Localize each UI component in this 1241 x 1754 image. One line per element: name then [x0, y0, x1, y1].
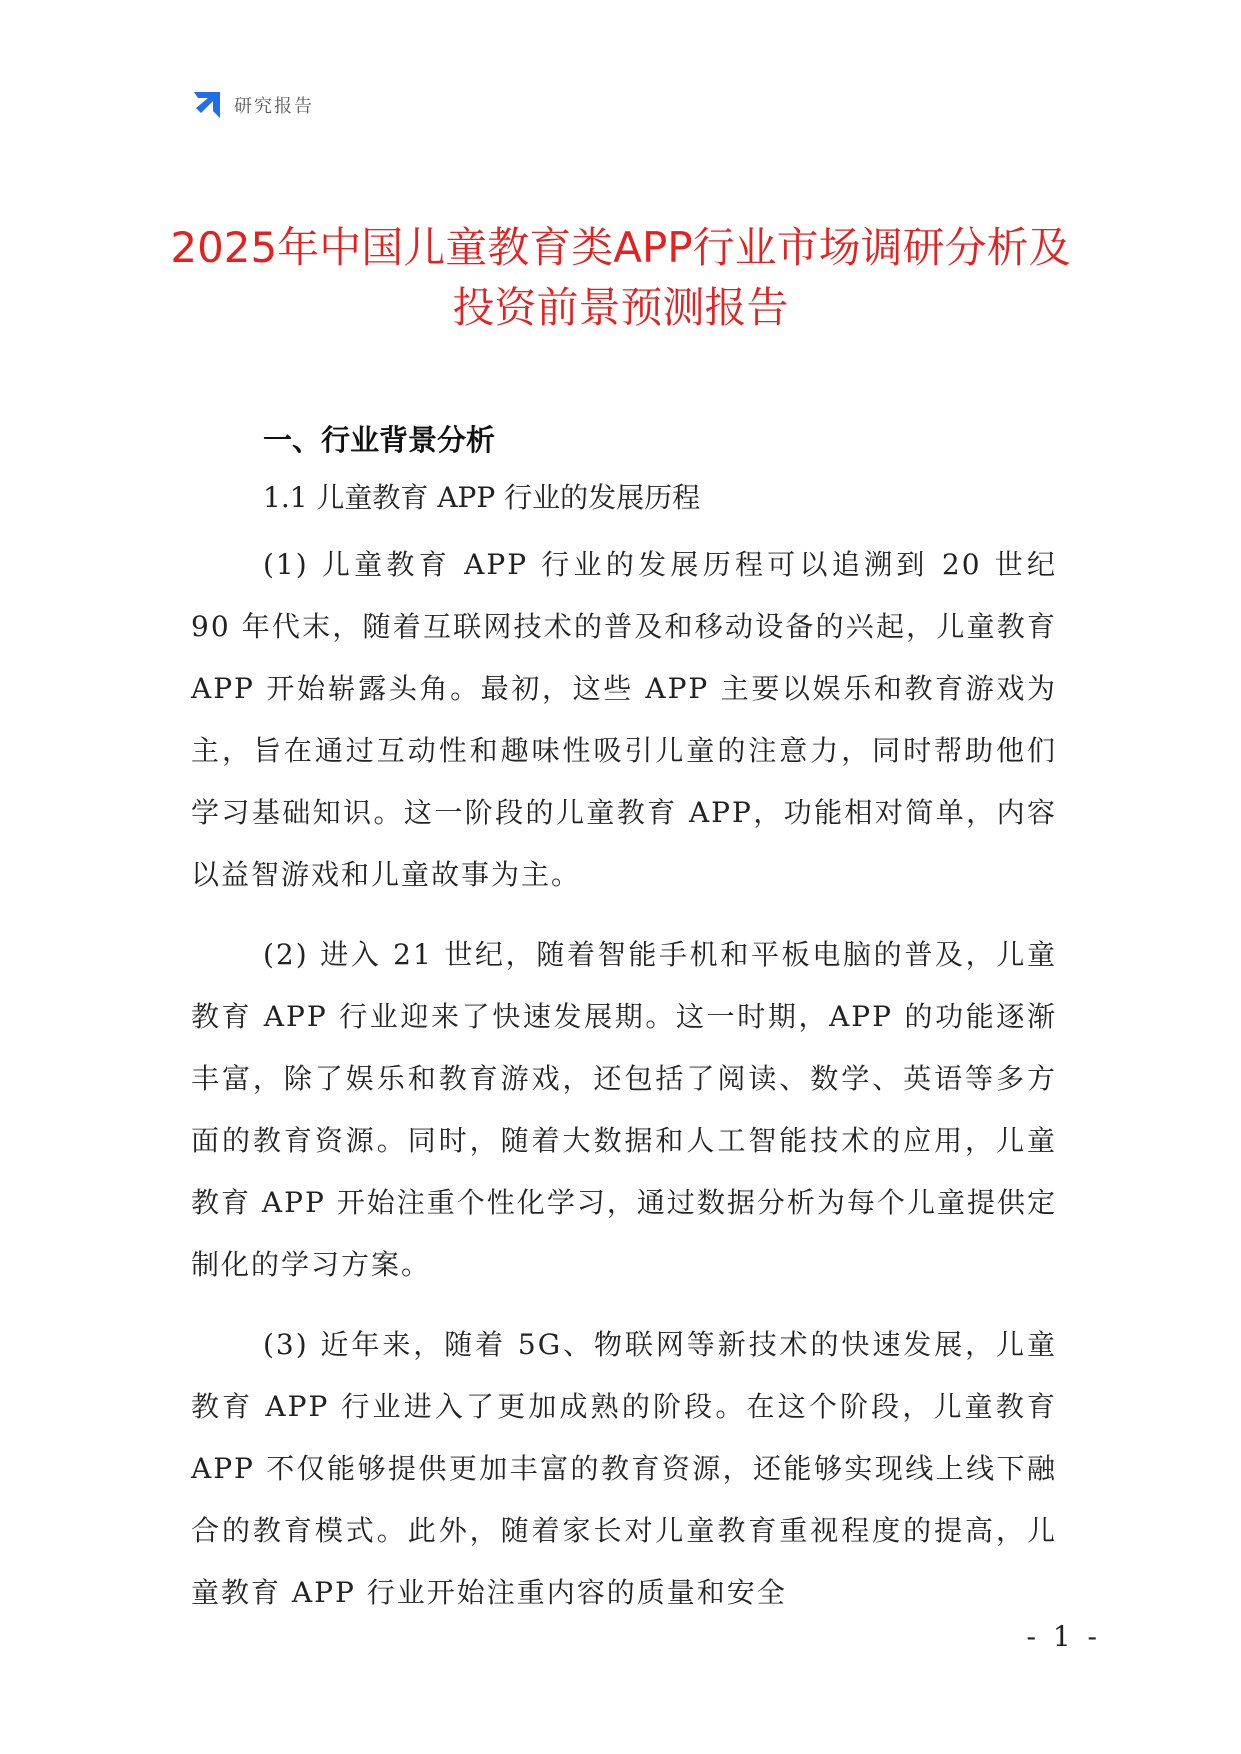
document-title: 2025年中国儿童教育类APP行业市场调研分析及投资前景预测报告: [170, 223, 1071, 332]
arrow-up-right-icon: [190, 88, 224, 122]
paragraph-3: (3) 近年来，随着 5G、物联网等新技术的快速发展，儿童教育 APP 行业进入了更加成熟的阶段。在这个阶段，儿童教育 APP 不仅能够提供更加丰富的教育资源，还能够实现线上线下融合的教育模式。此外，随着家长对儿童教育重视程度的提高，儿童教育 APP 行业开始注重内容的质量和安全: [191, 1328, 1057, 1609]
paragraph-2: (2) 进入 21 世纪，随着智能手机和平板电脑的普及，儿童教育 APP 行业迎来了快速发展期。这一时期，APP 的功能逐渐丰富，除了娱乐和教育游戏，还包括了阅读、数学、英语等多方面的教育资源。同时，随着大数据和人工智能技术的应用，儿童教育 APP 开始注重个性化学习，通过数据分析为每个儿童提供定制化的学习方案。: [191, 938, 1057, 1281]
page-number: - 1 -: [1026, 1620, 1101, 1653]
document-body: [191, 418, 1057, 1624]
section-heading: 一、行业背景分析: [263, 423, 496, 457]
header-label: 研究报告: [234, 96, 314, 117]
subsection-heading: 1.1 儿童教育 APP 行业的发展历程: [263, 481, 701, 514]
report-header: [190, 88, 314, 122]
paragraph-1: (1) 儿童教育 APP 行业的发展历程可以追溯到 20 世纪 90 年代末，随着互联网技术的普及和移动设备的兴起，儿童教育 APP 开始崭露头角。最初，这些 APP 主要以娱乐和教育游戏为主，旨在通过互动性和趣味性吸引儿童的注意力，同时帮助他们学习基础知识。这一阶段的儿童教育 APP，功能相对简单，内容以益智游戏和儿童故事为主。: [191, 548, 1057, 891]
